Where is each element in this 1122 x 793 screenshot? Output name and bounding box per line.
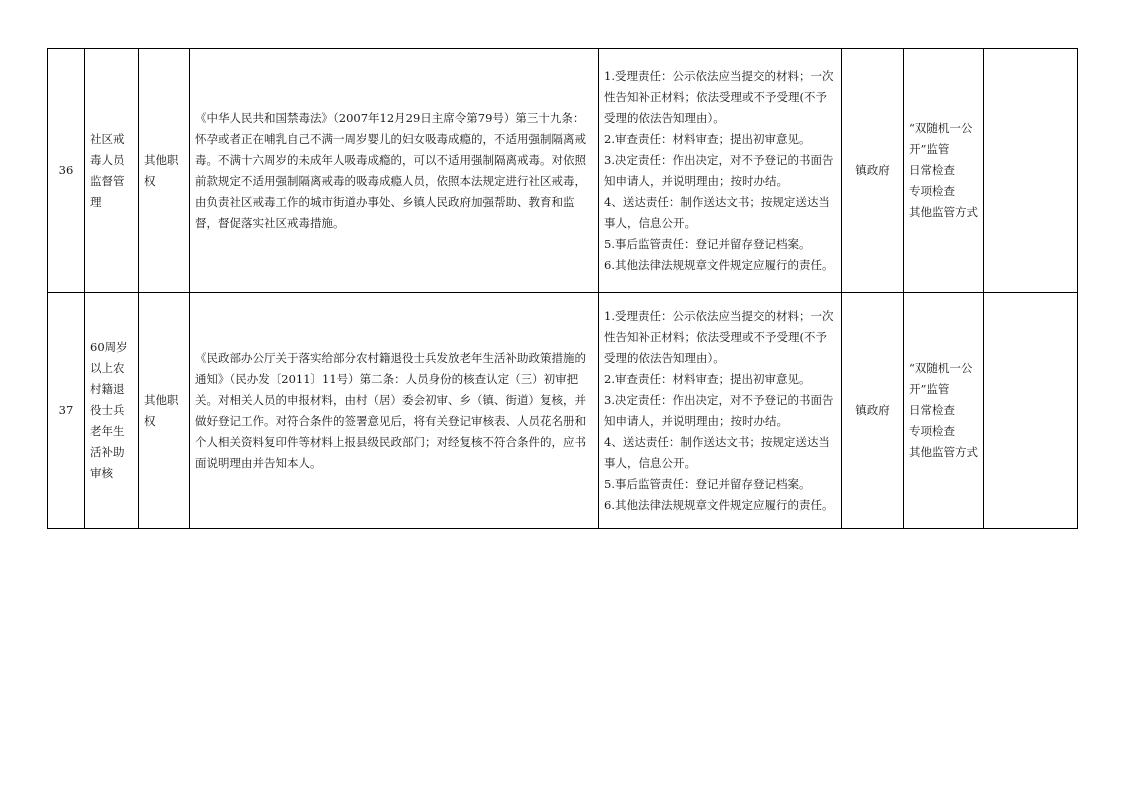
responsibility-item: 5.事后监管责任：登记并留存登记档案。 — [604, 476, 811, 491]
responsibility-list — [599, 49, 842, 293]
row-index: 36 — [48, 49, 85, 293]
item-name: 60周岁以上农村籍退役士兵老年生活补助审核 — [85, 293, 139, 529]
responsibility-item: 4、送达责任：制作送达文书；按规定送达当事人，信息公开。 — [604, 194, 830, 230]
power-type: 其他职权 — [139, 293, 190, 529]
responsible-subject: 镇政府 — [842, 293, 904, 529]
responsibility-item: 2.审查责任：材料审查；提出初审意见。 — [604, 131, 811, 146]
responsible-subject: 镇政府 — [842, 49, 904, 293]
responsibility-item: 3.决定责任：作出决定，对不予登记的书面告知申请人，并说明理由；按时办结。 — [604, 392, 834, 428]
legal-basis: 《中华人民共和国禁毒法》（2007年12月29日主席令第79号）第三十九条：怀孕或者正在哺乳自己不满一周岁婴儿的妇女吸毒成瘾的，不适用强制隔离戒毒。不满十六周岁的未成年人吸毒成瘾的，可以不适用强制隔离戒毒。对依照前款规定不适用强制隔离戒毒的吸毒成瘾人员，依照本法规定进行社区戒毒，由负责社区戒毒工作的城市街道办事处、乡镇人民政府加强帮助、教育和监督，督促落实社区戒毒措施。 — [190, 49, 599, 293]
responsibility-item: 3.决定责任：作出决定，对不予登记的书面告知申请人，并说明理由；按时办结。 — [604, 152, 834, 188]
supervision-item: 专项检查 — [909, 184, 955, 198]
remarks-cell — [984, 293, 1078, 529]
supervision-item: 专项检查 — [909, 424, 955, 438]
responsibility-item: 2.审查责任：材料审查；提出初审意见。 — [604, 371, 811, 386]
supervision-item: 其他监管方式 — [909, 205, 978, 219]
supervision-item: 日常检查 — [909, 163, 955, 177]
supervision-methods — [904, 49, 984, 293]
responsibility-item: 6.其他法律法规规章文件规定应履行的责任。 — [604, 497, 834, 512]
responsibility-item: 6.其他法律法规规章文件规定应履行的责任。 — [604, 257, 834, 272]
responsibility-item: 4、送达责任：制作送达文书；按规定送达当事人，信息公开。 — [604, 434, 830, 470]
responsibility-table — [47, 48, 1078, 529]
legal-basis: 《民政部办公厅关于落实给部分农村籍退役士兵发放老年生活补助政策措施的通知》（民办发〔2011〕11号）第二条：人员身份的核查认定（三）初审把关。对相关人员的申报材料，由村（居）委会初审、乡（镇、街道）复核，并做好登记工作。对符合条件的签署意见后，将有关登记审核表、人员花名册和个人相关资料复印件等材料上报县级民政部门；对经复核不符合条件的，应书面说明理由并告知本人。 — [190, 293, 599, 529]
item-name: 社区戒毒人员监督管理 — [85, 49, 139, 293]
responsibility-list — [599, 293, 842, 529]
row-index: 37 — [48, 293, 85, 529]
power-type: 其他职权 — [139, 49, 190, 293]
document-page — [47, 48, 1077, 529]
supervision-methods — [904, 293, 984, 529]
responsibility-item: 5.事后监管责任：登记并留存登记档案。 — [604, 236, 811, 251]
responsibility-item: 1.受理责任：公示依法应当提交的材料；一次性告知补正材料；依法受理或不予受理(不予受理的依法告知理由）。 — [604, 68, 834, 125]
table-row — [48, 49, 1078, 293]
remarks-cell — [984, 49, 1078, 293]
supervision-item: 日常检查 — [909, 403, 955, 417]
supervision-item: “双随机一公开”监管 — [909, 121, 973, 156]
supervision-item: 其他监管方式 — [909, 445, 978, 459]
supervision-item: “双随机一公开”监管 — [909, 361, 973, 396]
responsibility-item: 1.受理责任：公示依法应当提交的材料；一次性告知补正材料；依法受理或不予受理(不予受理的依法告知理由）。 — [604, 308, 834, 365]
table-row — [48, 293, 1078, 529]
